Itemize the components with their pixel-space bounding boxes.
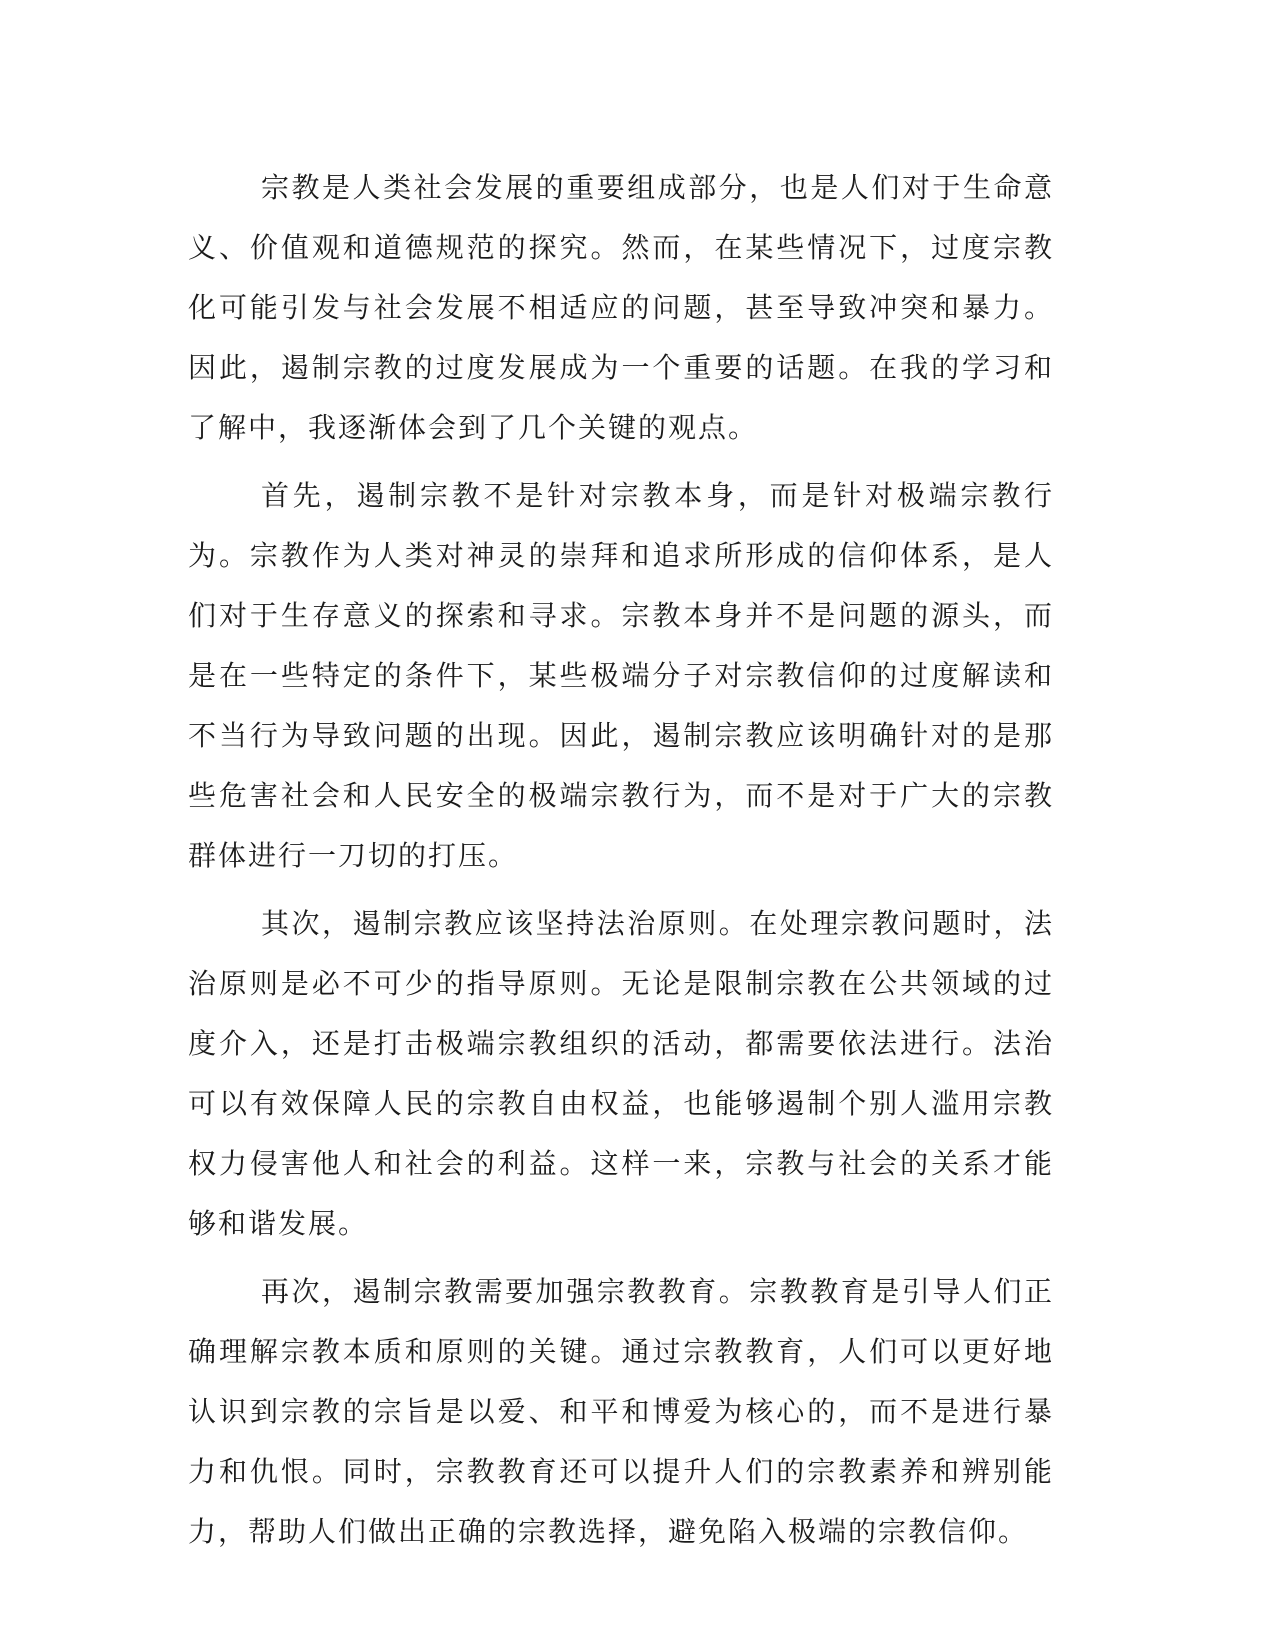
paragraph-first-point: 首先，遏制宗教不是针对宗教本身，而是针对极端宗教行为。宗教作为人类对神灵的崇拜和追求所形成的信仰体系，是人们对于生存意义的探索和寻求。宗教本身并不是问题的源头，而是在一些特定的条件下，某些极端分子对宗教信仰的过度解读和不当行为导致问题的出现。因此，遏制宗教应该明确针对的是那些危害社会和人民安全的极端宗教行为，而不是对于广大的宗教群体进行一刀切的打压。 (188, 479, 1054, 872)
paragraph-intro: 宗教是人类社会发展的重要组成部分，也是人们对于生命意义、价值观和道德规范的探究。然而，在某些情况下，过度宗教化可能引发与社会发展不相适应的问题，甚至导致冲突和暴力。因此，遏制宗教的过度发展成为一个重要的话题。在我的学习和了解中，我逐渐体会到了几个关键的观点。 (188, 171, 1054, 444)
paragraph-second-point: 其次，遏制宗教应该坚持法治原则。在处理宗教问题时，法治原则是必不可少的指导原则。无论是限制宗教在公共领域的过度介入，还是打击极端宗教组织的活动，都需要依法进行。法治可以有效保障人民的宗教自由权益，也能够遏制个别人滥用宗教权力侵害他人和社会的利益。这样一来，宗教与社会的关系才能够和谐发展。 (188, 907, 1054, 1240)
paragraph-third-point: 再次，遏制宗教需要加强宗教教育。宗教教育是引导人们正确理解宗教本质和原则的关键。通过宗教教育，人们可以更好地认识到宗教的宗旨是以爱、和平和博爱为核心的，而不是进行暴力和仇恨。同时，宗教教育还可以提升人们的宗教素养和辨别能力，帮助人们做出正确的宗教选择，避免陷入极端的宗教信仰。 (188, 1275, 1054, 1548)
document-body (188, 158, 1054, 1570)
